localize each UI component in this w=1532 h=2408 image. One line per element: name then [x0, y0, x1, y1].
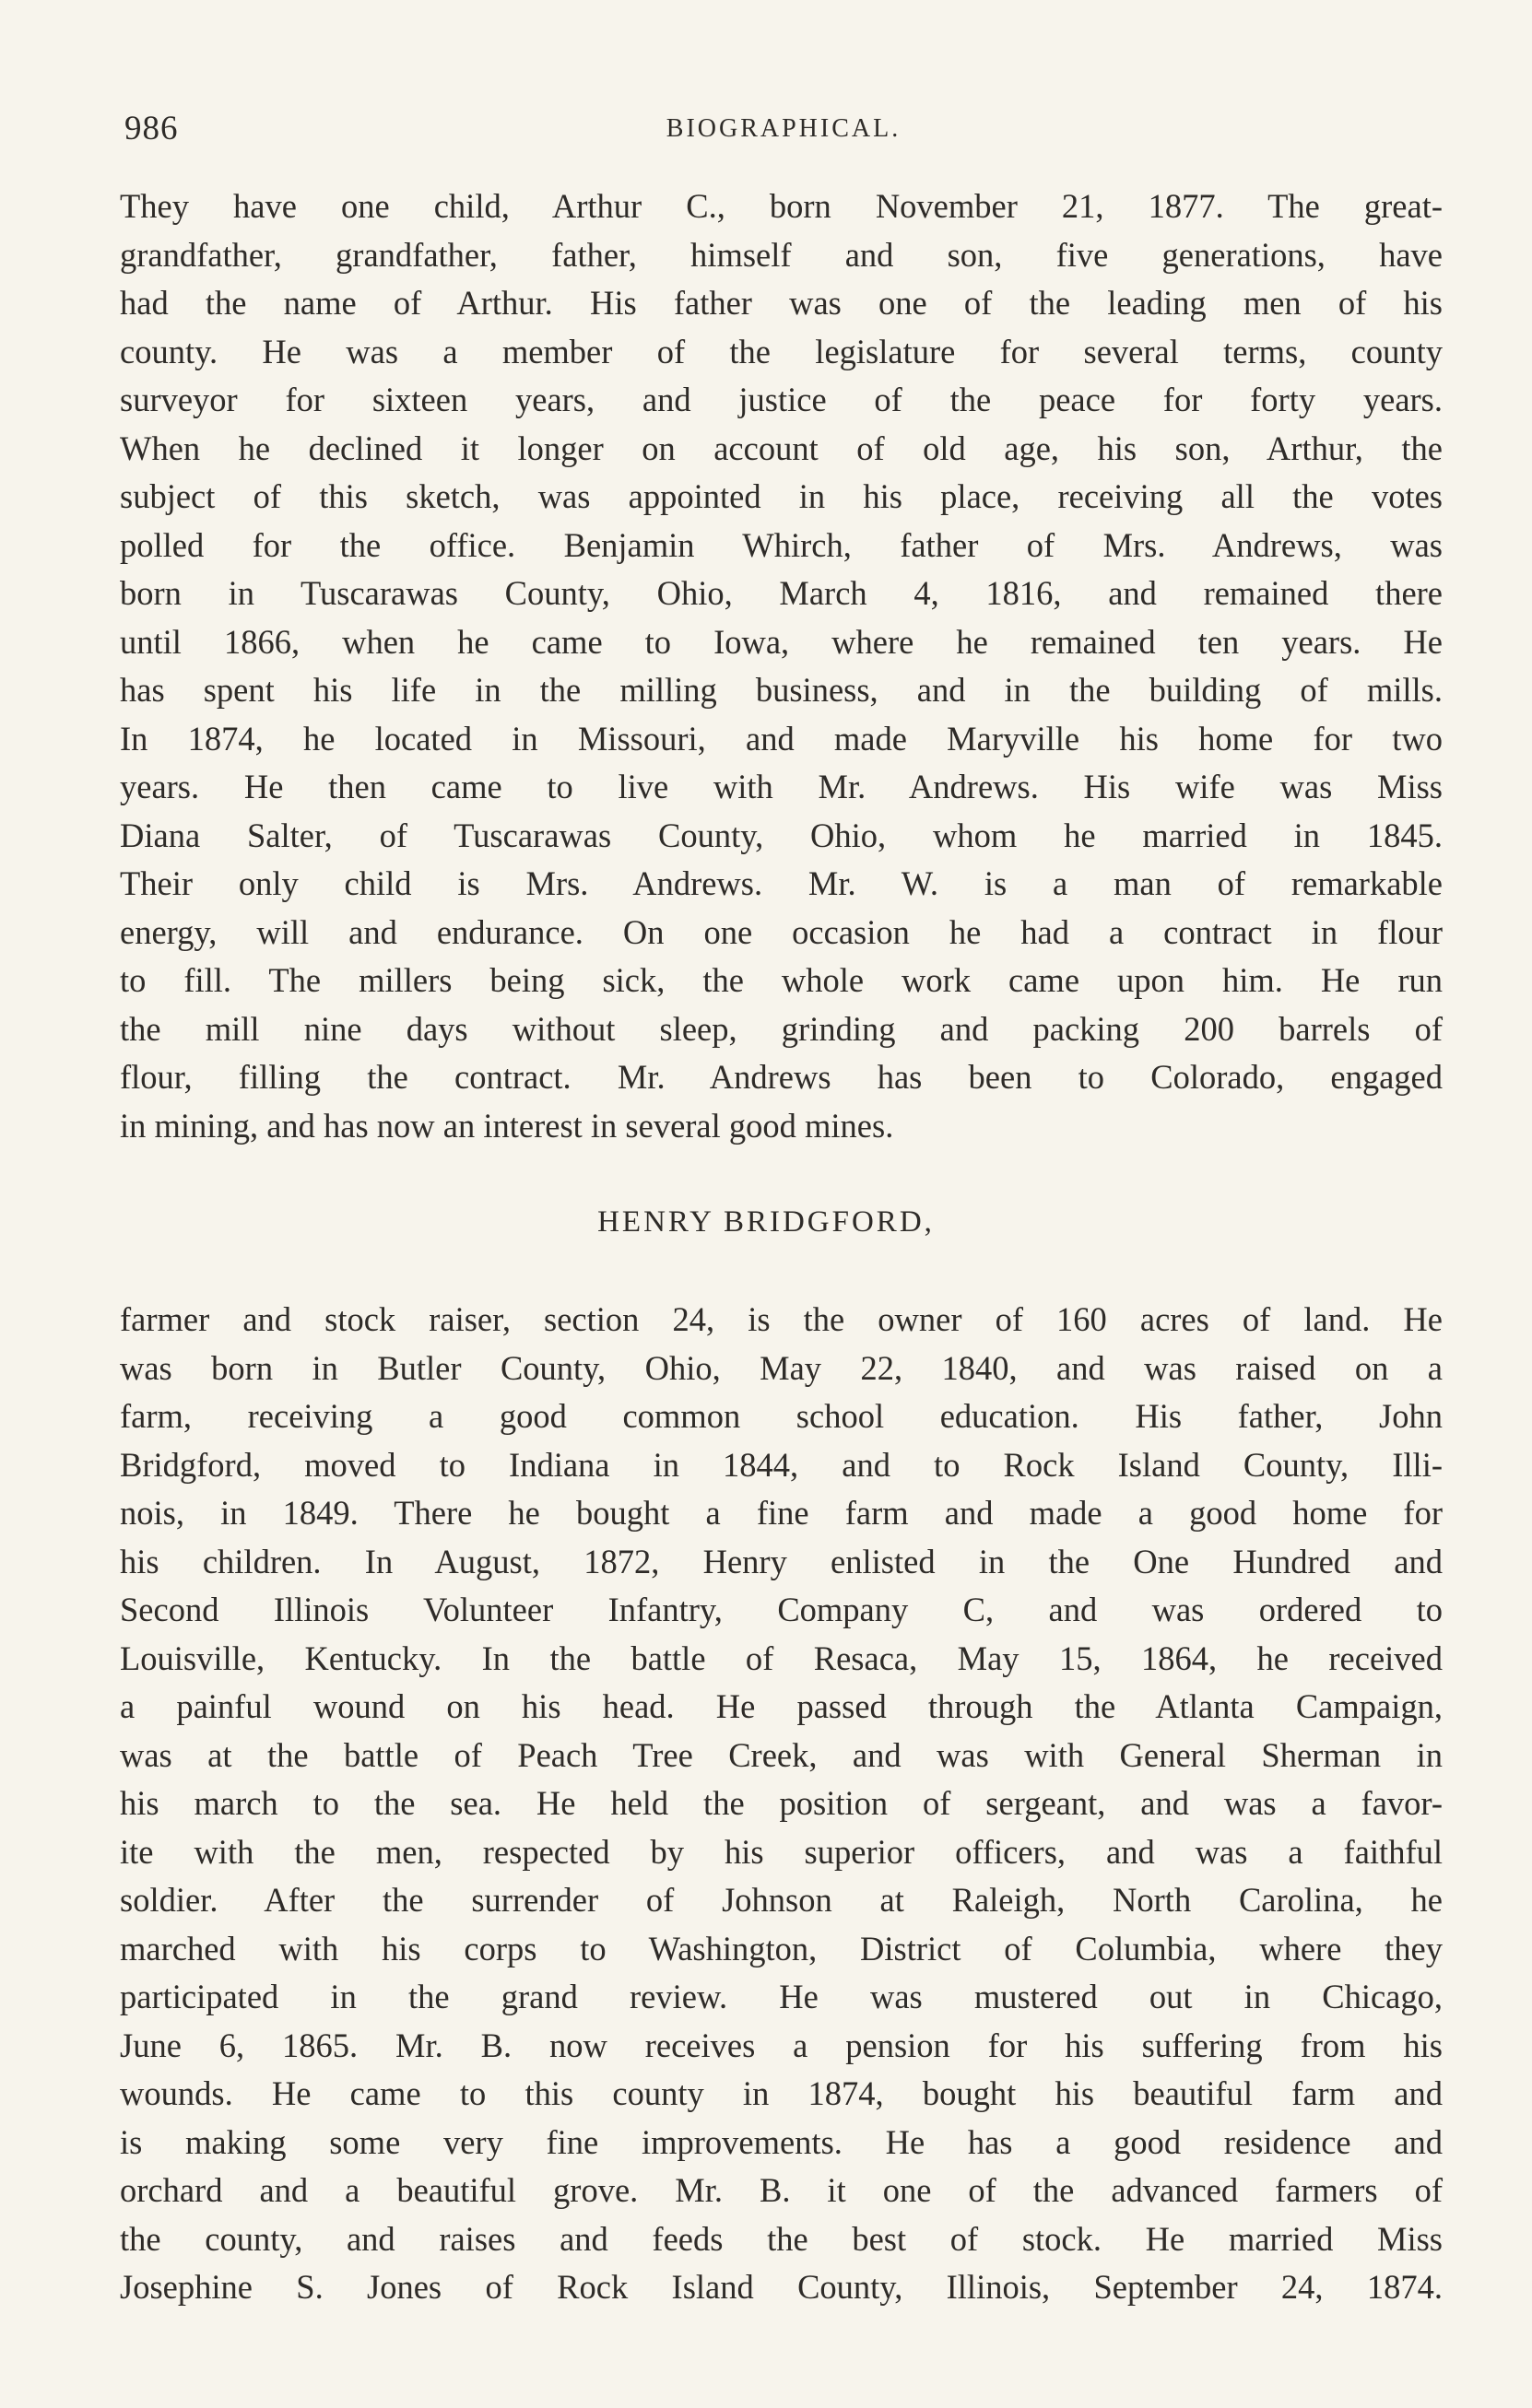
text-line: energy, will and endurance. On one occasion he had a contract in flour — [120, 912, 1443, 951]
text-line: Diana Salter, of Tuscarawas County, Ohio, whom he married in 1845. — [120, 816, 1443, 854]
text-line: orchard and a beautiful grove. Mr. B. it one of the advanced farmers of — [120, 2171, 1443, 2209]
text-line: in mining, and has now an interest in several good mines. — [120, 1106, 894, 1145]
text-line: subject of this sketch, was appointed in his place, receiving all the votes — [120, 477, 1443, 515]
text-line: Josephine S. Jones of Rock Island County, Illinois, September 24, 1874. — [120, 2268, 1443, 2306]
page-header — [124, 109, 1443, 155]
text-line: They have one child, Arthur C., born November 21, 1877. The great- — [120, 187, 1443, 225]
text-line: was at the battle of Peach Tree Creek, and was with General Sherman in — [120, 1735, 1443, 1774]
section-heading: HENRY BRIDGFORD, — [597, 1205, 935, 1239]
text-line: Second Illinois Volunteer Infantry, Company C, and was ordered to — [120, 1591, 1443, 1628]
text-line: In 1874, he located in Missouri, and made Maryville his home for two — [120, 719, 1443, 758]
text-line: Bridgford, moved to Indiana in 1844, and to Rock Island County, Illi- — [120, 1445, 1443, 1484]
text-line: county. He was a member of the legislature for several terms, county — [120, 332, 1443, 370]
text-line: marched with his corps to Washington, District of Columbia, where they — [120, 1929, 1443, 1968]
text-line: Their only child is Mrs. Andrews. Mr. W. is a man of remarkable — [120, 864, 1443, 902]
text-line: the mill nine days without sleep, grinding and packing 200 barrels of — [120, 1009, 1443, 1048]
text-line: polled for the office. Benjamin Whirch, father of Mrs. Andrews, was — [120, 525, 1443, 564]
text-line: a painful wound on his head. He passed through the Atlanta Campaign, — [120, 1687, 1443, 1725]
text-line: ite with the men, respected by his superior officers, and was a faithful — [120, 1832, 1443, 1871]
text-line: June 6, 1865. Mr. B. now receives a pension for his suffering from his — [120, 2026, 1443, 2064]
text-line: soldier. After the surrender of Johnson at Raleigh, North Carolina, he — [120, 1881, 1443, 1919]
paragraph-arthur-andrews — [120, 182, 1443, 1150]
page-number: 986 — [124, 110, 179, 147]
text-line: to fill. The millers being sick, the whole work came upon him. He run — [120, 961, 1443, 999]
text-line: wounds. He came to this county in 1874, bought his beautiful farm and — [120, 2074, 1443, 2112]
text-line: until 1866, when he came to Iowa, where he remained ten years. He — [120, 622, 1443, 661]
text-line: nois, in 1849. There he bought a fine farm and made a good home for — [120, 1494, 1443, 1532]
text-line: his children. In August, 1872, Henry enlisted in the One Hundred and — [120, 1542, 1443, 1580]
paragraph-henry-bridgford — [120, 1296, 1443, 2312]
text-line: has spent his life in the milling business, and in the building of mills. — [120, 671, 1443, 709]
text-line: had the name of Arthur. His father was one of the leading men of his — [120, 284, 1443, 322]
text-line: his march to the sea. He held the position of sergeant, and was a favor- — [120, 1784, 1443, 1822]
text-line: grandfather, grandfather, father, himself and son, five generations, have — [120, 235, 1443, 274]
text-line: is making some very fine improvements. He has a good residence and — [120, 2122, 1443, 2161]
text-line: farmer and stock raiser, section 24, is the owner of 160 acres of land. He — [120, 1300, 1443, 1338]
text-line: the county, and raises and feeds the best of stock. He married Miss — [120, 2219, 1443, 2258]
text-line: When he declined it longer on account of old age, his son, Arthur, the — [120, 429, 1443, 467]
text-line: years. He then came to live with Mr. Andrews. His wife was Miss — [120, 768, 1443, 805]
text-line: was born in Butler County, Ohio, May 22, 1840, and was raised on a — [120, 1348, 1443, 1387]
running-head: BIOGRAPHICAL. — [666, 114, 902, 143]
text-line: born in Tuscarawas County, Ohio, March 4, 1816, and remained there — [120, 574, 1443, 612]
text-line: Louisville, Kentucky. In the battle of Resaca, May 15, 1864, he received — [120, 1639, 1443, 1677]
text-line: participated in the grand review. He was mustered out in Chicago, — [120, 1978, 1443, 2015]
text-line: surveyor for sixteen years, and justice of the peace for forty years. — [120, 381, 1443, 418]
text-line: farm, receiving a good common school education. His father, John — [120, 1397, 1443, 1435]
text-line: flour, filling the contract. Mr. Andrews has been to Colorado, engaged — [120, 1058, 1443, 1096]
